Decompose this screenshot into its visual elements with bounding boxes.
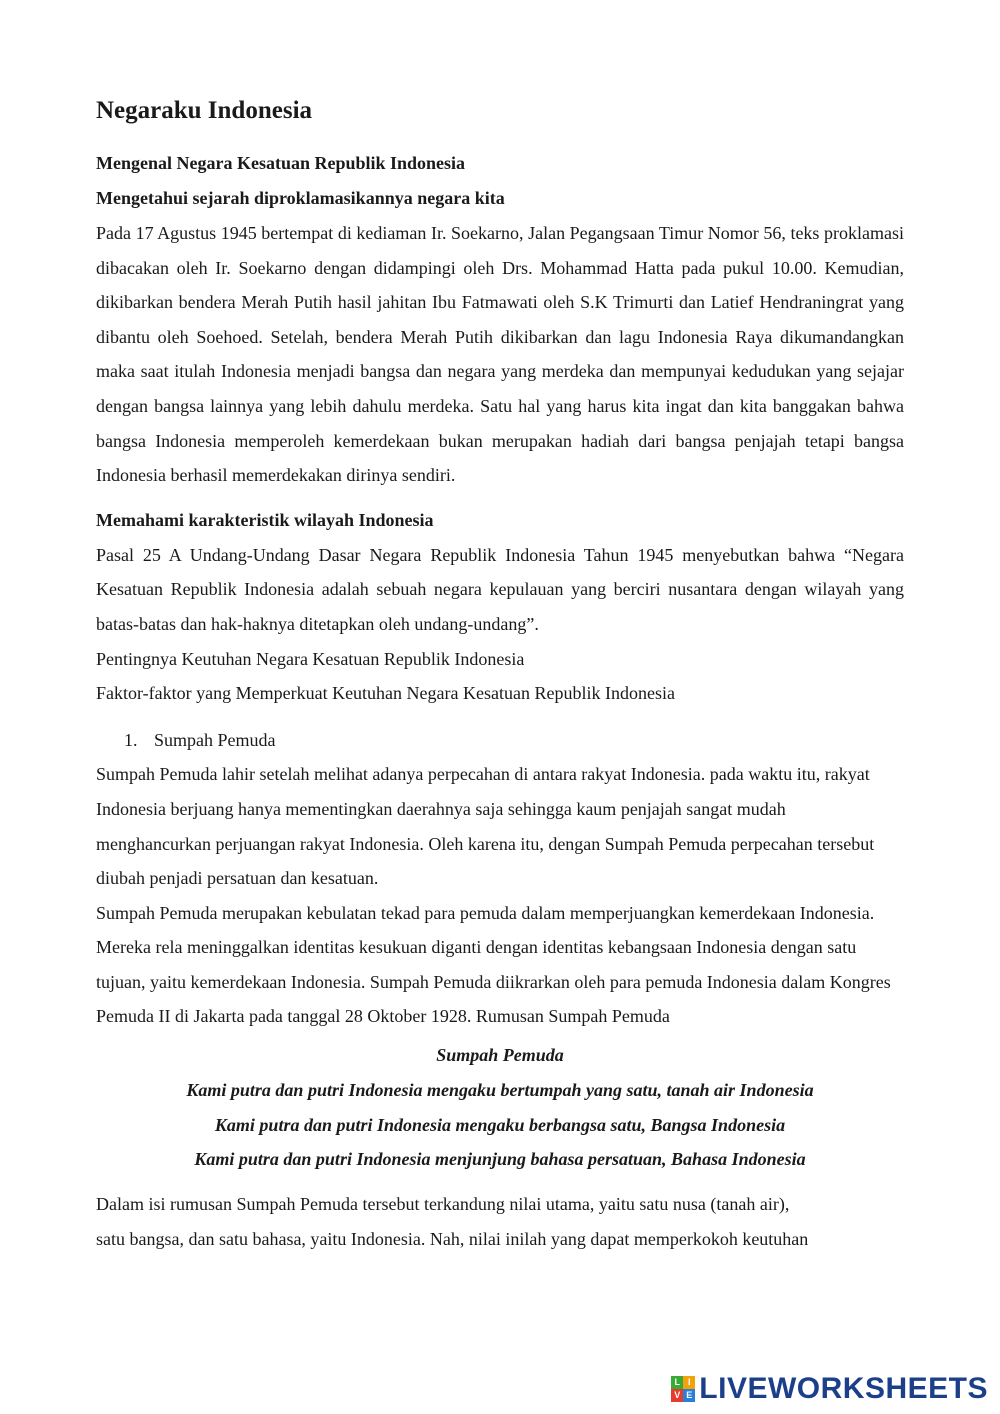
paragraph-proclamation: Pada 17 Agustus 1945 bertempat di kediaman Ir. Soekarno, Jalan Pegangsaan Timur Nomor 56, teks proklamasi dibacakan oleh Ir. Soekarno dengan didampingi oleh Drs. Mohammad Hatta pada pukul 10.00. Kemudian, dikibarkan bendera Merah Putih hasil jahitan Ibu Fatmawati oleh S.K Trimurti dan Latief Hendraningrat yang dibantu oleh Soehoed. Setelah, bendera Merah Putih dikibarkan dan lagu Indonesia Raya dikumandangkan maka saat itulah Indonesia menjadi bangsa dan negara yang merdeka dan mempunyai kedudukan yang sejajar dengan bangsa lainnya yang lebih dahulu merdeka. Satu hal yang harus kita ingat dan kita banggakan bahwa bangsa Indonesia memperoleh kemerdekaan bukan merupakan hadiah dari bangsa penjajah tetapi bangsa Indonesia berhasil memerdekakan dirinya sendiri. bbox=[96, 223, 904, 486]
logo-icon-tile: L bbox=[671, 1376, 683, 1389]
liveworksheets-icon bbox=[671, 1376, 695, 1402]
line-strengthening-factors: Faktor-faktor yang Memperkuat Keutuhan Negara Kesatuan Republik Indonesia bbox=[96, 683, 675, 704]
document-title: Negaraku Indonesia bbox=[96, 97, 313, 124]
logo-icon-tile: E bbox=[683, 1389, 695, 1402]
oath-block bbox=[96, 1038, 904, 1177]
logo-icon-tile: V bbox=[671, 1389, 683, 1402]
paragraph-sumpah-resolve: Sumpah Pemuda merupakan kebulatan tekad para pemuda dalam memperjuangkan kemerdekaan Indonesia. Mereka rela meninggalkan identitas kesukuan diganti dengan identitas kebangsaan Indonesia dengan satu tujuan, yaitu kemerdekaan Indonesia. Sumpah Pemuda diikrarkan oleh para pemuda Indonesia dalam Kongres Pemuda II di Jakarta pada tanggal 28 Oktober 1928. Rumusan Sumpah Pemuda bbox=[96, 902, 891, 1027]
line-importance-unity: Pentingnya Keutuhan Negara Kesatuan Republik Indonesia bbox=[96, 648, 525, 669]
oath-line-1: Kami putra dan putri Indonesia mengaku bertumpah yang satu, tanah air Indonesia bbox=[186, 1079, 814, 1100]
section-heading-territory: Memahami karakteristik wilayah Indonesia bbox=[96, 509, 434, 530]
oath-line-3: Kami putra dan putri Indonesia menjunjung bahasa persatuan, Bahasa Indonesia bbox=[194, 1149, 806, 1170]
oath-title: Sumpah Pemuda bbox=[436, 1045, 564, 1066]
list-label: Sumpah Pemuda bbox=[154, 729, 276, 750]
logo-icon-tile: I bbox=[683, 1376, 695, 1389]
paragraph-sumpah-origin: Sumpah Pemuda lahir setelah melihat adanya perpecahan di antara rakyat Indonesia. pada waktu itu, rakyat Indonesia berjuang hanya mementingkan daerahnya saja sehingga kaum penjajah sangat mudah menghancurkan perjuangan rakyat Indonesia. Oleh karena itu, dengan Sumpah Pemuda perpecahan tersebut diubah penjadi persatuan dan kesatuan. bbox=[96, 764, 875, 889]
list-item-sumpah-pemuda bbox=[96, 723, 904, 758]
liveworksheets-logo bbox=[671, 1372, 988, 1406]
section-heading-history: Mengetahui sejarah diproklamasikannya negara kita bbox=[96, 188, 505, 208]
oath-line-2: Kami putra dan putri Indonesia mengaku berbangsa satu, Bangsa Indonesia bbox=[214, 1114, 786, 1135]
list-number: 1. bbox=[124, 729, 138, 750]
logo-text: LIVEWORKSHEETS bbox=[699, 1372, 988, 1405]
paragraph-territory: Pasal 25 A Undang-Undang Dasar Negara Republik Indonesia Tahun 1945 menyebutkan bahwa “Negara Kesatuan Republik Indonesia adalah sebuah negara kepulauan yang berciri nusantara dengan wilayah yang batas-batas dan hak-haknya ditetapkan oleh undang-undang”. bbox=[96, 544, 904, 634]
document-page bbox=[96, 92, 904, 1256]
document-subtitle: Mengenal Negara Kesatuan Republik Indonesia bbox=[96, 153, 466, 173]
closing-line-1: Dalam isi rumusan Sumpah Pemuda tersebut terkandung nilai utama, yaitu satu nusa (tanah air), bbox=[96, 1194, 790, 1215]
closing-line-2: satu bangsa, dan satu bahasa, yaitu Indonesia. Nah, nilai inilah yang dapat memperkokoh keutuhan bbox=[96, 1228, 809, 1249]
